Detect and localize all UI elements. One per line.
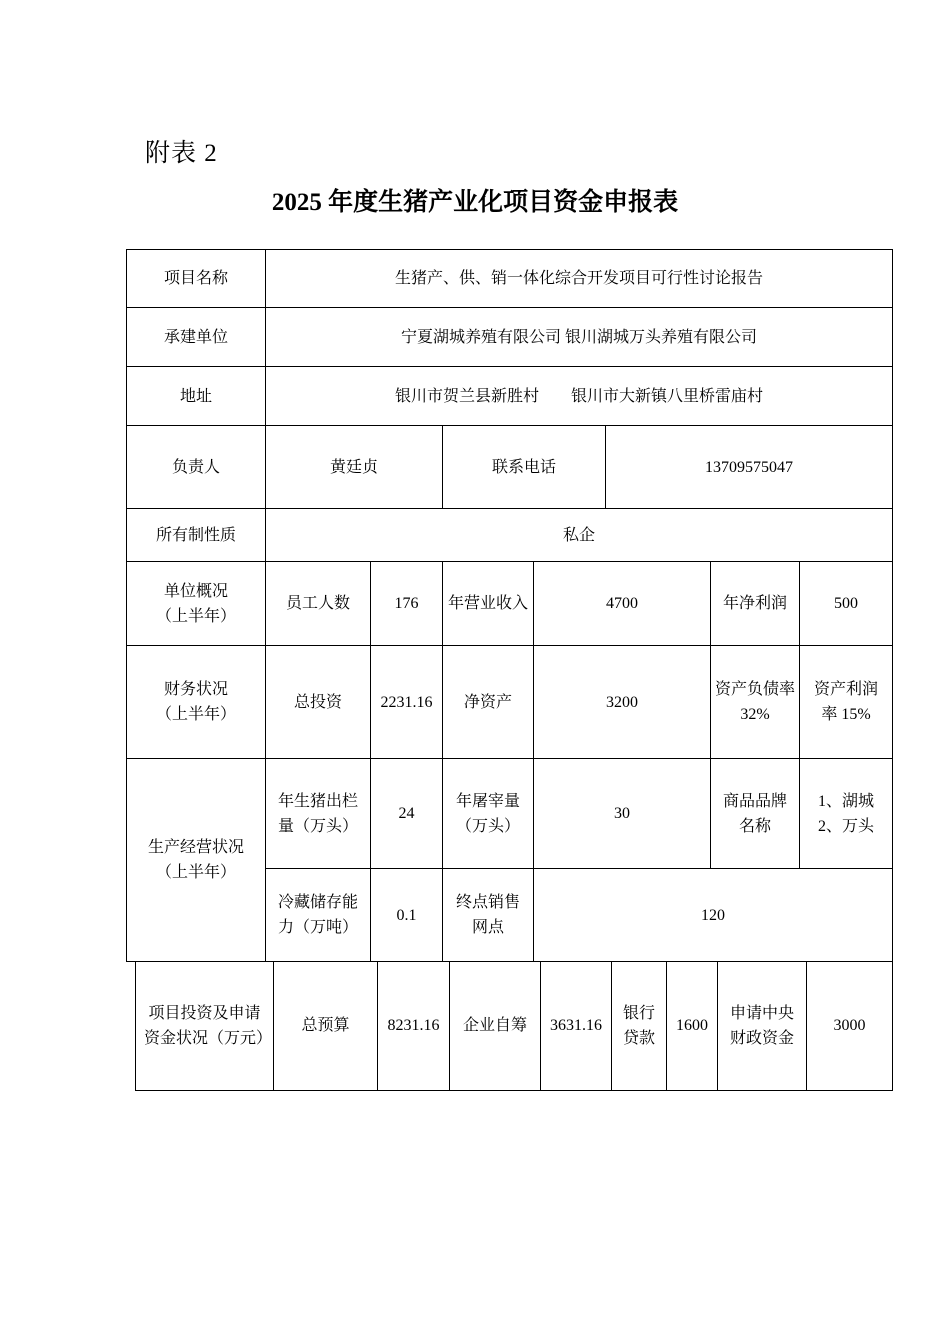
cold-storage-value: 0.1 xyxy=(371,869,443,962)
self-funding-value: 3631.16 xyxy=(541,962,612,1090)
application-table xyxy=(126,249,893,962)
funding-table xyxy=(135,962,893,1091)
row-finance xyxy=(127,646,893,759)
bank-loan-label: 银行贷款 xyxy=(612,962,667,1090)
finance-label: 财务状况（上半年） xyxy=(127,646,266,759)
row-ownership xyxy=(127,509,893,562)
brand-value: 1、湖城 2、万头 xyxy=(800,759,893,869)
slaughter-label: 年屠宰量（万头） xyxy=(443,759,534,869)
net-assets-label: 净资产 xyxy=(443,646,534,759)
outlets-value: 120 xyxy=(534,869,893,962)
profit-label: 年净利润 xyxy=(711,562,800,646)
unit-label: 承建单位 xyxy=(127,308,266,367)
person-label: 负责人 xyxy=(127,426,266,509)
row-funding xyxy=(136,962,893,1090)
ownership-label: 所有制性质 xyxy=(127,509,266,562)
ownership-value: 私企 xyxy=(266,509,893,562)
staff-label: 员工人数 xyxy=(266,562,371,646)
outlets-label: 终点销售网点 xyxy=(443,869,534,962)
budget-label: 总预算 xyxy=(274,962,378,1090)
investment-value: 2231.16 xyxy=(371,646,443,759)
output-value: 24 xyxy=(371,759,443,869)
row-unit-overview xyxy=(127,562,893,646)
central-funding-value: 3000 xyxy=(807,962,893,1090)
row-person xyxy=(127,426,893,509)
unit-overview-label: 单位概况（上半年） xyxy=(127,562,266,646)
revenue-value: 4700 xyxy=(534,562,711,646)
staff-value: 176 xyxy=(371,562,443,646)
row-address xyxy=(127,367,893,426)
profit-value: 500 xyxy=(800,562,893,646)
budget-value: 8231.16 xyxy=(378,962,450,1090)
project-name-label: 项目名称 xyxy=(127,250,266,308)
investment-label: 总投资 xyxy=(266,646,371,759)
central-funding-label: 申请中央财政资金 xyxy=(718,962,807,1090)
debt-ratio: 资产负债率 32% xyxy=(711,646,800,759)
funding-label: 项目投资及申请资金状况（万元） xyxy=(136,962,274,1090)
profit-ratio: 资产利润率 15% xyxy=(800,646,893,759)
output-label: 年生猪出栏量（万头） xyxy=(266,759,371,869)
phone-value: 13709575047 xyxy=(606,426,893,509)
person-value: 黄廷贞 xyxy=(266,426,443,509)
page-title: 2025 年度生猪产业化项目资金申报表 xyxy=(271,189,679,216)
row-production xyxy=(127,759,893,869)
address-value: 银川市贺兰县新胜村 银川市大新镇八里桥雷庙村 xyxy=(266,367,893,426)
production-label: 生产经营状况（上半年） xyxy=(127,759,266,962)
bank-loan-value: 1600 xyxy=(667,962,718,1090)
brand-label: 商品品牌名称 xyxy=(711,759,800,869)
address-label: 地址 xyxy=(127,367,266,426)
row-unit xyxy=(127,308,893,367)
unit-value: 宁夏湖城养殖有限公司 银川湖城万头养殖有限公司 xyxy=(266,308,893,367)
revenue-label: 年营业收入 xyxy=(443,562,534,646)
phone-label: 联系电话 xyxy=(443,426,606,509)
slaughter-value: 30 xyxy=(534,759,711,869)
project-name-value: 生猪产、供、销一体化综合开发项目可行性讨论报告 xyxy=(266,250,893,308)
annex-label: 附表 2 xyxy=(145,140,218,167)
net-assets-value: 3200 xyxy=(534,646,711,759)
cold-storage-label: 冷藏储存能力（万吨） xyxy=(266,869,371,962)
row-project-name xyxy=(127,250,893,308)
self-funding-label: 企业自筹 xyxy=(450,962,541,1090)
